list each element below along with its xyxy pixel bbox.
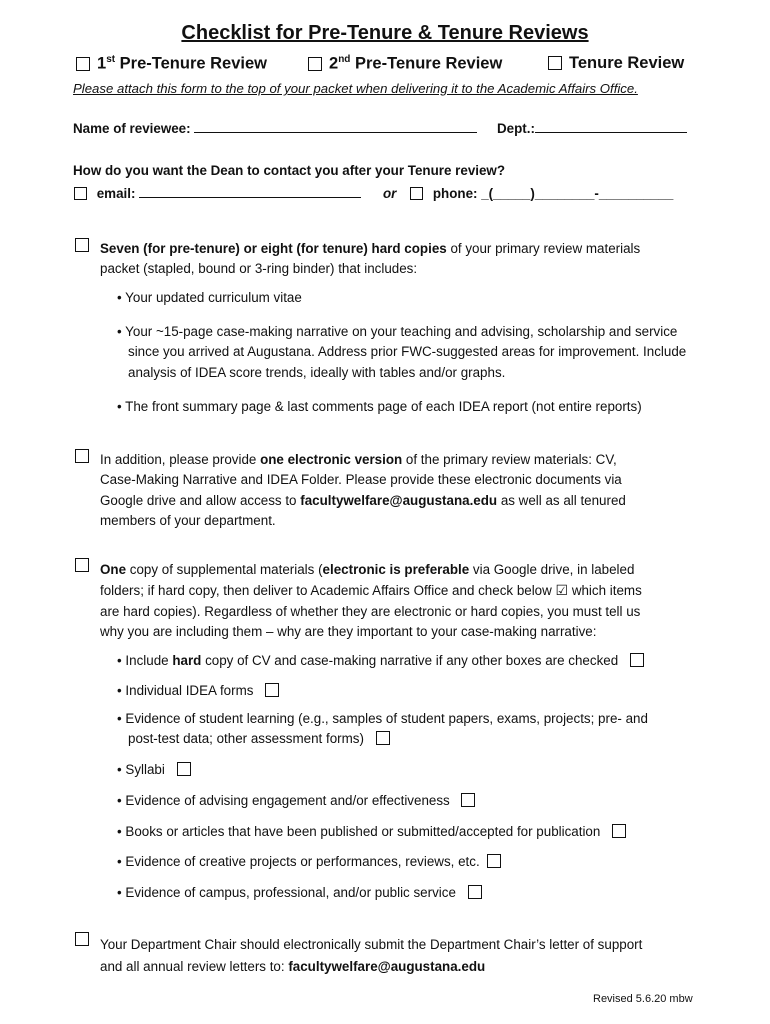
- list-item: • Your updated curriculum vitae: [117, 290, 302, 305]
- email-label: email:: [96, 186, 136, 201]
- contact-question: How do you want the Dean to contact you after your Tenure review?: [73, 163, 506, 178]
- checkbox-advising[interactable]: [461, 793, 475, 807]
- supplemental-text: One copy of supplemental materials (electronic is preferable via Google drive, in labeled folders; if hard copy, then deliver to Academic Affairs Office and check below ☑ which items are hard copies). Regardless of whether they are electronic or hard copies, you must tell us why you are including them – why are they important to your case-making narrative:: [100, 562, 642, 639]
- dept-field[interactable]: [535, 121, 687, 133]
- email-field[interactable]: [139, 186, 361, 198]
- supplemental-item-idea-forms: • Individual IDEA forms: [117, 681, 692, 701]
- checkbox-service[interactable]: [468, 885, 482, 899]
- electronic-version-text: In addition, please provide one electronic version of the primary review materials: CV, Case-Making Narrative and IDEA Folder. Please provide these electronic documents via Google drive and allow access to facultywelfare@augustana.edu as well as all tenured members of your department.: [100, 452, 626, 528]
- checkbox-student-learning[interactable]: [376, 731, 390, 745]
- reviewee-name-field[interactable]: [194, 121, 477, 133]
- faculty-welfare-email-2[interactable]: facultywelfare@augustana.edu: [288, 959, 486, 974]
- checkbox-publications[interactable]: [612, 824, 626, 838]
- supplemental-item-publications: • Books or articles that have been published or submitted/accepted for publication: [117, 822, 692, 842]
- review-option-tenure[interactable]: Tenure Review: [548, 54, 684, 73]
- list-item: • Your ~15-page case-making narrative on your teaching and advising, scholarship and service since you arrived at Augustana. Address prior FWC-suggested areas for improvement. Include analysis of IDEA score trends, ideally with tables and/or graphs.: [117, 324, 687, 380]
- phone-field[interactable]: phone: _(_____)________-__________: [432, 186, 674, 201]
- chair-letter-text: Your Department Chair should electronically submit the Department Chair’s letter of support and all annual review letters to: facultywelfare@augustana.edu: [100, 937, 643, 974]
- supplemental-item-syllabi: • Syllabi: [117, 760, 692, 780]
- checkbox-supplemental[interactable]: [75, 558, 89, 572]
- checkbox-hard-copy-cv[interactable]: [630, 653, 644, 667]
- checkbox-idea-forms[interactable]: [265, 683, 279, 697]
- checkbox-chair-letter[interactable]: [75, 932, 89, 946]
- checkbox-electronic-version[interactable]: [75, 449, 89, 463]
- review-option-1st-pre-tenure[interactable]: 1st Pre-Tenure Review: [76, 54, 267, 74]
- checkbox-hard-copies[interactable]: [75, 238, 89, 252]
- supplemental-item-service: • Evidence of campus, professional, and/or public service: [117, 883, 692, 903]
- review-option-2nd-pre-tenure[interactable]: 2nd Pre-Tenure Review: [308, 54, 502, 74]
- list-item: • The front summary page & last comments page of each IDEA report (not entire reports): [117, 399, 642, 414]
- hard-copies-text: Seven (for pre-tenure) or eight (for tenure) hard copies of your primary review materials packet (stapled, bound or 3-ring binder) that includes:: [100, 241, 641, 277]
- contact-phone-row: [383, 186, 673, 201]
- dept-row: [497, 121, 687, 136]
- page-title: Checklist for Pre-Tenure & Tenure Reviews: [181, 22, 589, 44]
- supplemental-item-creative: • Evidence of creative projects or performances, reviews, etc.: [117, 852, 692, 872]
- or-text: or: [383, 186, 397, 201]
- checkbox-2nd-pre-tenure[interactable]: [308, 57, 322, 71]
- checkbox-syllabi[interactable]: [177, 762, 191, 776]
- checkbox-tenure[interactable]: [548, 56, 562, 70]
- checkbox-1st-pre-tenure[interactable]: [76, 57, 90, 71]
- supplemental-item-advising: • Evidence of advising engagement and/or effectiveness: [117, 791, 692, 811]
- checkbox-email[interactable]: [74, 187, 87, 200]
- supplemental-item-student-learning: • Evidence of student learning (e.g., samples of student papers, exams, projects; pre- and post-test data; other assessment forms): [117, 711, 648, 747]
- checkbox-creative[interactable]: [487, 854, 501, 868]
- revision-note: Revised 5.6.20 mbw: [593, 993, 693, 1005]
- reviewee-row: [73, 121, 477, 136]
- reviewee-name-label: Name of reviewee:: [73, 121, 191, 136]
- dept-label: Dept.:: [497, 121, 535, 136]
- instruction-text: Please attach this form to the top of your packet when delivering it to the Academic Affairs Office.: [73, 81, 638, 96]
- contact-email-row: [74, 186, 361, 201]
- checkbox-phone[interactable]: [410, 187, 423, 200]
- checked-box-icon: ☑: [555, 582, 569, 599]
- faculty-welfare-email[interactable]: facultywelfare@augustana.edu: [300, 492, 498, 508]
- supplemental-item-hard-copy: • Include hard copy of CV and case-making narrative if any other boxes are checked: [117, 651, 692, 671]
